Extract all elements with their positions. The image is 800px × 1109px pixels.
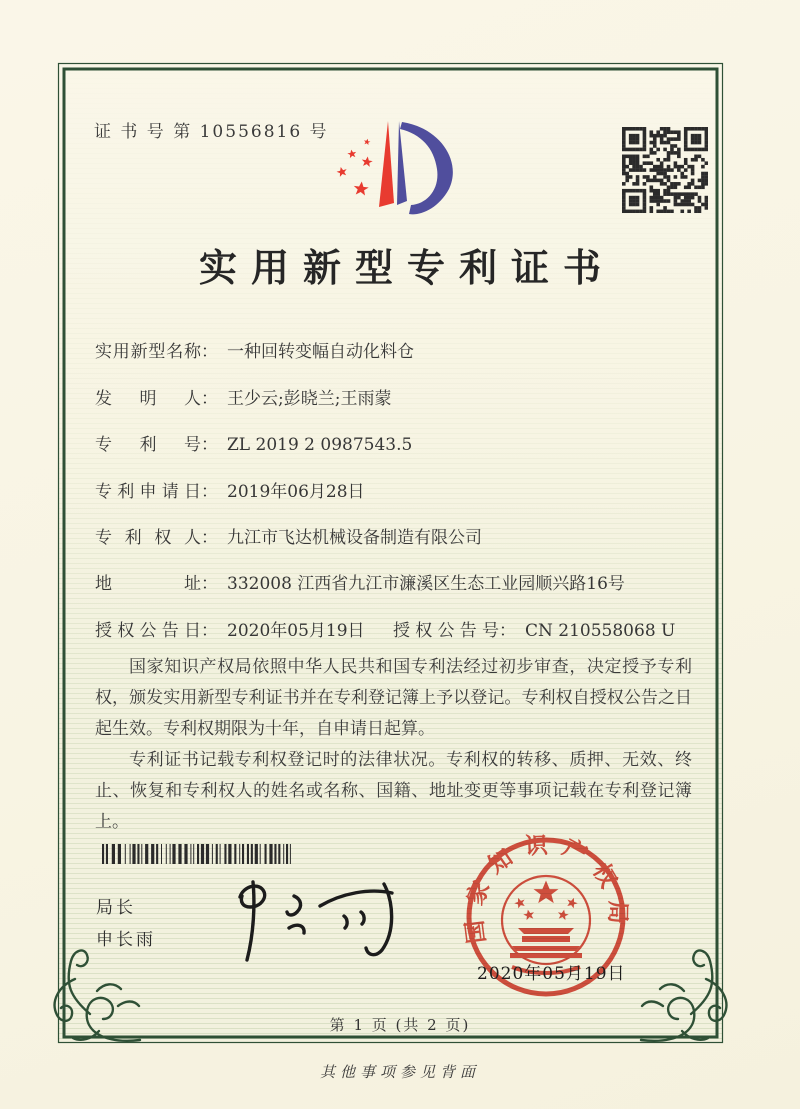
- field-value: 王少云;彭晓兰;王雨蒙: [227, 389, 392, 409]
- field-row-address: [95, 569, 625, 594]
- seal-ring-text: 国家知识产权局: [459, 831, 632, 945]
- field-value: 九江市飞达机械设备制造有限公司: [227, 528, 482, 548]
- page-indicator: 第 1 页 (共 2 页): [329, 1016, 471, 1034]
- field-label: 专利申请日: [95, 482, 201, 502]
- field-separator: ：: [499, 621, 516, 641]
- field-separator: ：: [201, 482, 218, 502]
- field-row-patent-number: [95, 430, 412, 455]
- field-separator: ：: [201, 621, 218, 641]
- seal-date: 2020年05月19日: [477, 964, 626, 984]
- legal-text: [95, 652, 692, 838]
- field-row-grant-number: [393, 616, 675, 641]
- field-value: CN 210558068 U: [525, 621, 676, 641]
- field-row-filing-date: [95, 477, 365, 502]
- director-signature: [210, 860, 420, 970]
- field-separator: ：: [201, 528, 218, 548]
- field-row-utility-model-name: [95, 337, 414, 362]
- field-value: 332008 江西省九江市濂溪区生态工业园顺兴路16号: [227, 574, 625, 594]
- field-separator: ：: [201, 435, 218, 455]
- field-row-patentee: [95, 523, 482, 548]
- patent-office-logo: [325, 110, 475, 215]
- field-label: 授权公告日: [95, 621, 201, 641]
- certificate-number: 证 书 号 第 10556816 号: [94, 122, 329, 142]
- field-separator: ：: [201, 342, 218, 362]
- director-title: 局长: [96, 898, 136, 918]
- field-value: ZL 2019 2 0987543.5: [227, 435, 413, 455]
- director-name: 申长雨: [96, 930, 156, 950]
- field-value: 2020年05月19日: [227, 621, 365, 641]
- field-label: 实用新型名称: [95, 342, 201, 362]
- field-separator: ：: [201, 574, 218, 594]
- field-separator: ：: [201, 389, 218, 409]
- field-label: 地址: [95, 574, 201, 594]
- qr-code: [622, 127, 708, 213]
- body-paragraph: 专利证书记载专利权登记时的法律状况。专利权的转移、质押、无效、终止、恢复和专利权人的姓名或名称、国籍、地址变更等事项记载在专利登记簿上。: [95, 750, 692, 832]
- field-label: 专利号: [95, 435, 201, 455]
- field-row-inventors: [95, 384, 391, 409]
- certificate-title: 实用新型专利证书: [198, 245, 615, 290]
- field-label: 发明人: [95, 389, 201, 409]
- field-label: 授权公告号: [393, 621, 499, 641]
- back-note: 其他事项参见背面: [319, 1063, 480, 1081]
- field-label: 专利权人: [95, 528, 201, 548]
- field-row-grant-date: [95, 616, 365, 641]
- body-paragraph: 国家知识产权局依照中华人民共和国专利法经过初步审查，决定授予专利权，颁发实用新型专利证书并在专利登记簿上予以登记。专利权自授权公告之日起生效。专利权期限为十年，自申请日起算。: [95, 657, 692, 739]
- field-value: 2019年06月28日: [227, 482, 365, 502]
- field-value: 一种回转变幅自动化料仓: [227, 342, 414, 362]
